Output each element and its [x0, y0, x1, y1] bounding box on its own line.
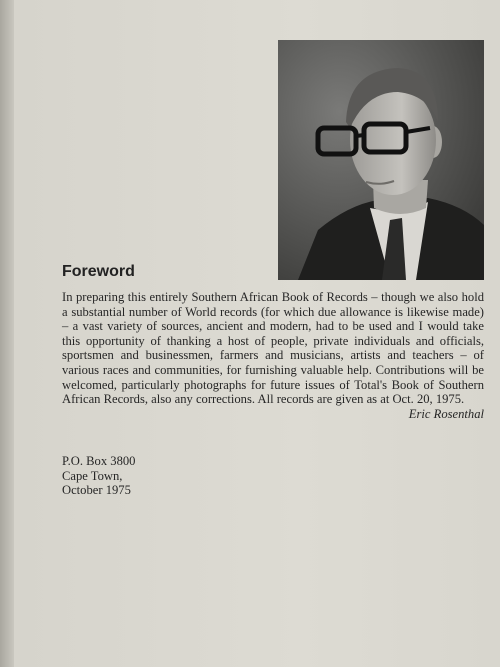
address-line: Cape Town,	[62, 468, 123, 483]
foreword-paragraph	[62, 290, 484, 421]
page-title: Foreword	[62, 263, 135, 280]
portrait-illustration	[278, 40, 484, 280]
address-line: P.O. Box 3800	[62, 454, 136, 468]
page-gutter	[0, 0, 14, 667]
foreword-text: In preparing this entirely Southern African Book of Records – though we also hold a substantial number of World records (for which due allowance is likewise made) – a vast variety of sources, ancient and modern, had to be used and I would take this opportunity of thanking a host of people, private individuals and officials, sportsmen and businessmen, farmers and musicians, artists and teachers – of various races and communities, for furnishing valuable help. Contributions will be welcomed, particularly photographs for future issues of Total's Book of Southern African Records, also any corrections. All records are given as at Oct. 20, 1975.	[62, 290, 484, 407]
author-portrait	[278, 40, 484, 280]
address-date: October 1975	[62, 483, 131, 498]
author-signature: Eric Rosenthal	[408, 406, 484, 421]
address-block	[62, 454, 135, 498]
